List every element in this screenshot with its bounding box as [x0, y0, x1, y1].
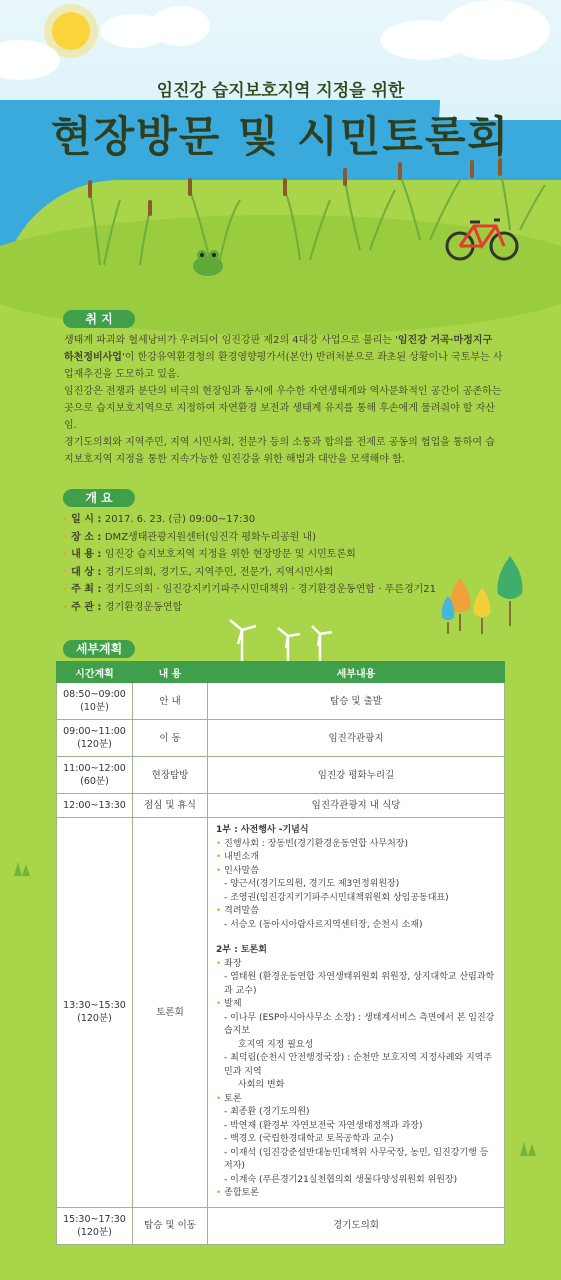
bullet-icon: •	[62, 601, 72, 613]
overview-tag: 개 요	[63, 489, 135, 507]
forum-line	[216, 878, 496, 892]
colon: :	[93, 549, 105, 560]
time-cell: 12:00~13:30	[57, 794, 133, 818]
schedule-tag: 세부계획	[63, 640, 135, 658]
table-row	[57, 818, 505, 1208]
forum-line-text: - 이나무 (ESP아시아사무소 소장) : 생태계서비스 측면에서 본 임진강 습지보	[224, 1012, 495, 1036]
header-content: 내 용	[133, 662, 208, 683]
part2-title: 2부 : 토론회	[216, 945, 267, 955]
forum-line-text: - 이재석 (임진강준설반대농민대책위 사무국장, 농민, 임진강기행 등 저자)	[224, 1147, 489, 1171]
duration: (10분)	[80, 702, 109, 713]
colon: :	[93, 584, 105, 595]
overview-list	[62, 511, 482, 616]
bullet-icon: •	[216, 1093, 225, 1104]
overview-item	[62, 564, 482, 582]
forum-line	[216, 1079, 496, 1093]
forum-line-text: 호지역 지정 필요성	[238, 1039, 314, 1050]
purpose-para1-bold: 임진강 거곡·마정지구 하천정비사업	[64, 335, 493, 363]
purpose-para1-start: 생태계 파괴와 혈세낭비가 우려되어 임진강판 제2의 4대강 사업으로 불리는 '	[64, 335, 398, 346]
forum-line-text: - 최종환 (경기도의원)	[224, 1107, 310, 1117]
overview-value: 임진강 습지보호지역 지정을 위한 현장방문 및 시민토론회	[104, 549, 356, 560]
bullet-icon: •	[216, 958, 225, 969]
sun-icon	[52, 12, 90, 50]
bullet-icon: •	[62, 531, 72, 543]
page-title: 현장방문 및 시민토론회	[51, 112, 510, 161]
forum-line	[216, 958, 496, 972]
bullet-icon: •	[216, 865, 225, 876]
bullet-icon: •	[216, 999, 225, 1009]
detail-cell: 임진각관광지 내 식당	[208, 794, 505, 818]
forum-line-text: 진행사회 : 장동빈(경기환경운동연합 사무처장)	[224, 838, 408, 849]
overview-label: 일 시	[71, 514, 94, 525]
header-time: 시간계획	[57, 662, 133, 683]
forum-line	[216, 865, 496, 879]
detail-cell: 임진각관광지	[208, 720, 505, 757]
overview-value: 경기도의회, 경기도, 지역주민, 전문가, 지역시민사회	[104, 566, 334, 578]
time-cell	[57, 720, 133, 757]
time-cell	[57, 757, 133, 794]
forum-line	[216, 1120, 496, 1134]
table-row	[57, 683, 505, 720]
bullet-icon: •	[216, 852, 225, 862]
overview-label: 장 소	[71, 531, 94, 543]
time-cell	[57, 818, 133, 1208]
purpose-para1-end: '이 한강유역환경청의 환경영향평가서(본안) 반려처분으로 좌초된 상황이나 국토부는 사업재추진을 도모하고 있음.	[64, 352, 503, 380]
content-cell: 안 내	[133, 683, 208, 720]
forum-line	[216, 1012, 496, 1039]
forum-line	[216, 1039, 496, 1053]
forum-line	[216, 998, 496, 1012]
table-row	[57, 757, 505, 794]
detail-cell: 탑승 및 출발	[208, 683, 505, 720]
table-row	[57, 794, 505, 818]
overview-value: 2017. 6. 23. (금) 09:00~17:30	[104, 514, 256, 525]
overview-label: 주 관	[71, 601, 94, 613]
bullet-icon: •	[62, 514, 72, 525]
wind-turbine-icon	[220, 618, 340, 662]
purpose-para2: 임진강은 전쟁과 분단의 비극의 현장임과 동시에 우수한 자연생태계와 역사문화적인 공간이 공존하는 곳으로 습지보호지역으로 지정하여 자연환경 보전과 생태계 유지를 통해 후손에게 물려줘야 할 자산임.	[64, 386, 502, 431]
forum-line	[216, 919, 496, 933]
forum-detail-cell	[208, 818, 505, 1208]
duration: (120분)	[77, 1013, 112, 1025]
overview-item	[62, 599, 482, 617]
forum-line	[216, 1133, 496, 1147]
duration: (60분)	[80, 776, 109, 787]
overview-value: DMZ생태관광지원센터(임진각 평화누리공원 내)	[104, 531, 317, 543]
duration: (120분)	[77, 739, 112, 750]
part1-title: 1부 : 사전행사 -기념식	[216, 825, 309, 835]
cloud-icon	[150, 6, 210, 46]
overview-label: 대 상	[71, 566, 94, 578]
table-row	[57, 720, 505, 757]
forum-line	[216, 892, 496, 906]
bullet-icon: •	[62, 566, 72, 578]
forum-line-text: - 조영권(임진강지키기파주시민대책위원회 상임공동대표)	[224, 892, 449, 903]
time-range: 11:00~12:00	[63, 763, 126, 774]
forum-line	[216, 905, 496, 919]
forum-line	[216, 971, 496, 998]
colon: :	[93, 531, 105, 543]
forum-line	[216, 838, 496, 852]
table-row	[57, 1207, 505, 1244]
detail-cell: 경기도의회	[208, 1207, 505, 1244]
bullet-icon: •	[62, 549, 72, 560]
content-cell: 점심 및 휴식	[133, 794, 208, 818]
overview-value: 경기환경운동연합	[104, 601, 183, 613]
purpose-text	[64, 332, 504, 468]
forum-line	[216, 1174, 496, 1188]
bullet-icon: •	[62, 584, 72, 595]
part2-list	[216, 958, 496, 1201]
time-range: 15:30~17:30	[63, 1213, 126, 1225]
forum-line-text: - 염태원 (환경운동연합 자연생태위원회 위원장, 상지대학교 산림과학과 교수)	[224, 972, 495, 996]
schedule-table	[56, 661, 505, 1245]
content-cell: 이 동	[133, 720, 208, 757]
time-range: 09:00~11:00	[63, 726, 126, 737]
overview-item	[62, 511, 482, 529]
forum-line-text: 발제	[224, 999, 242, 1009]
colon: :	[93, 514, 105, 525]
overview-item	[62, 546, 482, 564]
overview-value: 경기도의회 · 임진강지키기파주시민대책위 · 경기환경운동연합 · 푸른경기21	[104, 584, 436, 595]
forum-line-text: - 박연재 (환경부 자연보전국 자연생태정책과 과장)	[224, 1120, 423, 1131]
trees-icon	[440, 556, 540, 636]
forum-line-text: - 서승오 (동아시아람사르지역센터장, 순천시 소재)	[224, 919, 423, 930]
header-detail: 세부내용	[208, 662, 505, 683]
forum-line-text: 격려말씀	[224, 906, 259, 916]
part1-list	[216, 838, 496, 933]
forum-line	[216, 1106, 496, 1120]
colon: :	[93, 566, 105, 578]
cloud-icon	[440, 0, 550, 60]
forum-line	[216, 1093, 496, 1107]
time-cell	[57, 1207, 133, 1244]
bullet-icon: •	[216, 838, 225, 849]
grass-tuft-icon	[10, 858, 40, 878]
forum-line-text: 종합토론	[224, 1188, 259, 1198]
time-cell	[57, 683, 133, 720]
forum-line-text: 내빈소개	[224, 852, 259, 862]
forum-line-text: - 이계숙 (푸른경기21실천협의회 생물다양성위원회 위원장)	[224, 1174, 458, 1185]
forum-line-text: - 최덕림(순천시 안전행정국장) : 순천만 보호지역 지정사례와 지역주민과 지역	[224, 1053, 493, 1077]
colon: :	[93, 601, 105, 613]
subtitle: 임진강 습지보호지역 지정을 위한	[156, 81, 405, 101]
content-cell: 토론회	[133, 818, 208, 1208]
grass-tuft-icon	[516, 1138, 546, 1158]
content-cell: 현장탐방	[133, 757, 208, 794]
forum-line-text: 좌장	[224, 958, 242, 969]
bullet-icon: •	[216, 1188, 225, 1198]
time-range: 13:30~15:30	[63, 1000, 126, 1012]
forum-line	[216, 851, 496, 865]
forum-line	[216, 1187, 496, 1201]
overview-item	[62, 529, 482, 547]
forum-line-text: - 양근서(경기도의원, 경기도 제3연정위원장)	[224, 879, 400, 889]
forum-line-text: - 백경오 (국립한경대학교 토목공학과 교수)	[224, 1134, 394, 1144]
forum-line	[216, 1052, 496, 1079]
table-header-row	[57, 662, 505, 683]
detail-cell: 임진강 평화누리길	[208, 757, 505, 794]
bicycle-icon	[444, 212, 520, 262]
forum-line-text: 토론	[224, 1093, 242, 1104]
purpose-para3: 경기도의회와 지역주민, 지역 시민사회, 전문가 등의 소통과 합의를 전제로 공동의 협업을 통하여 습지보호지역 지정을 통한 지속가능한 임진강을 위한 해법과 대안을 모색해야 함.	[64, 437, 495, 465]
time-range: 08:50~09:00	[63, 689, 126, 700]
forum-line-text: 사회의 변화	[238, 1080, 285, 1090]
overview-item	[62, 581, 482, 599]
content-cell: 탑승 및 이동	[133, 1207, 208, 1244]
forum-line-text: 인사말씀	[224, 865, 259, 876]
purpose-tag: 취 지	[63, 310, 135, 328]
overview-label: 내 용	[71, 549, 94, 560]
frog-icon	[188, 246, 228, 278]
bullet-icon: •	[216, 906, 225, 916]
forum-line	[216, 1147, 496, 1174]
overview-label: 주 최	[71, 584, 94, 595]
duration: (120분)	[77, 1226, 112, 1238]
